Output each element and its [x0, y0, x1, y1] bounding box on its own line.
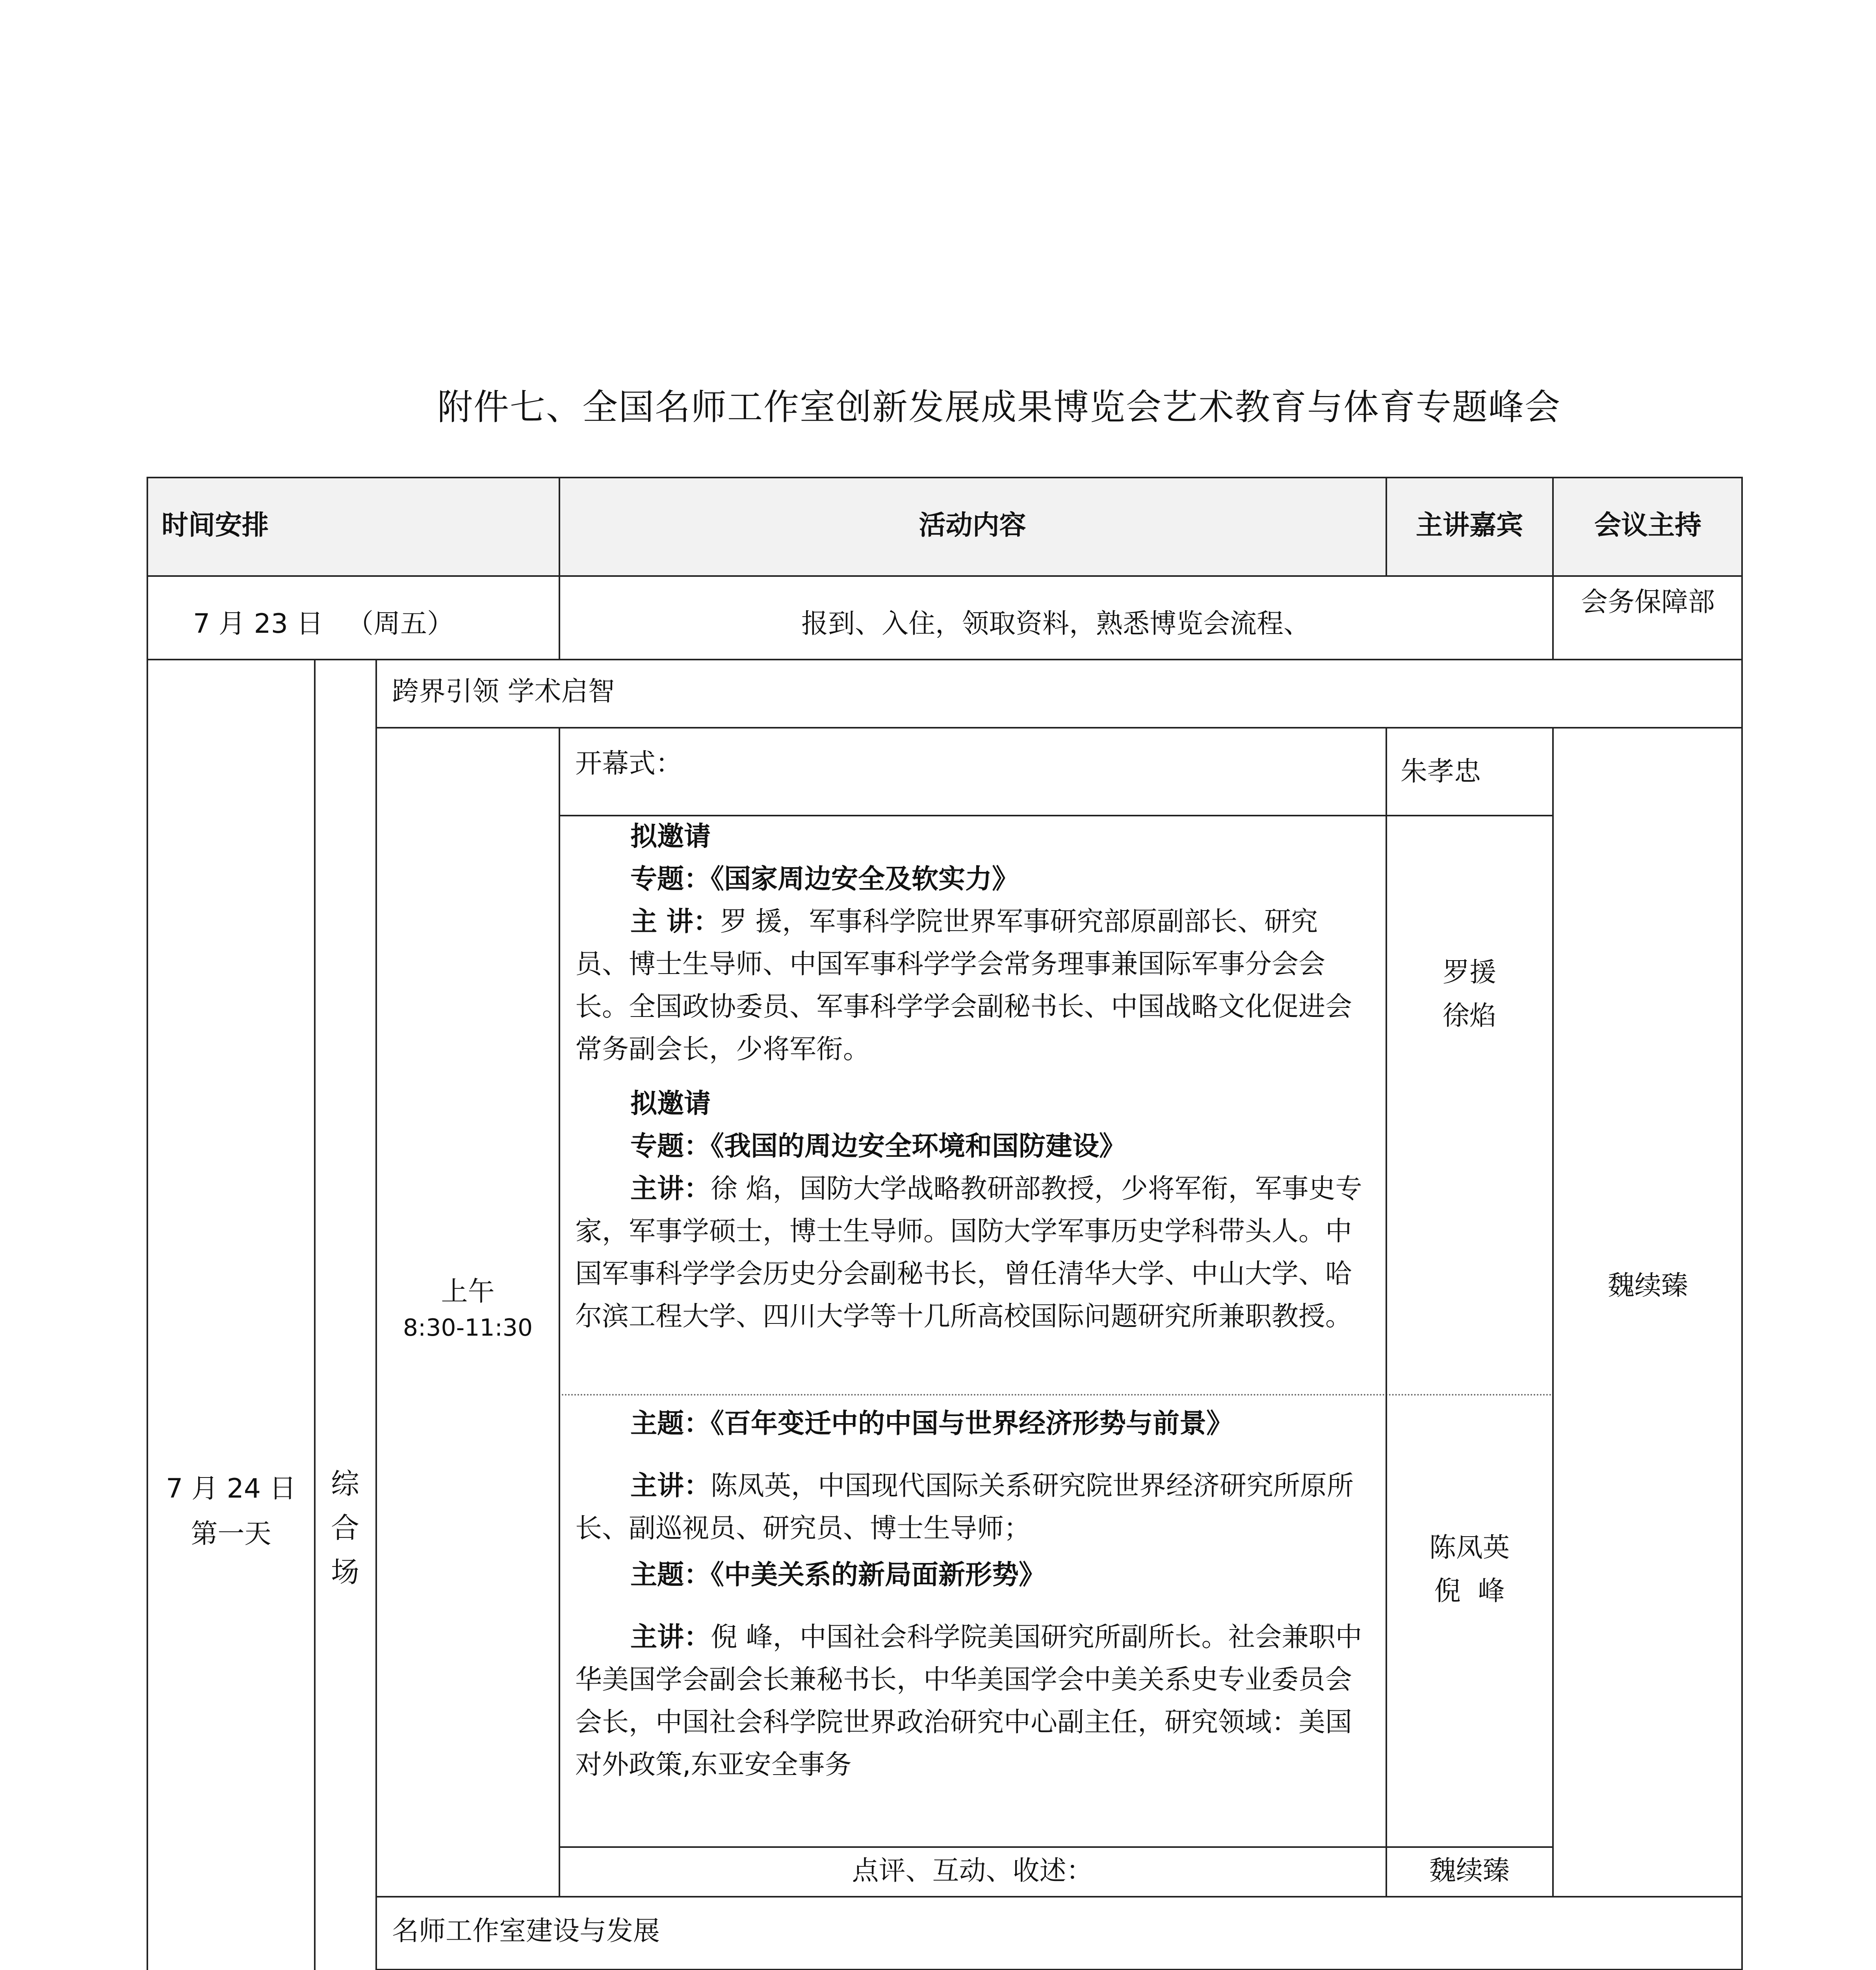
day1-host: 会务保障部 [1581, 587, 1715, 618]
talk-b-topic-1: 主题：《百年变迁中的中国与世界经济形势与前景》 [630, 1408, 1233, 1439]
header-activity: 活动内容 [919, 510, 1026, 541]
talk-b-block [575, 1403, 1371, 1786]
section1-period: 上午 [441, 1276, 495, 1307]
talk-a-lecturer-1: 主 讲：罗 援，军事科学院世界军事研究部原副部长、研究员、博士生导师、中国军事科学学会常务理事兼国际军事分会会长。全国政协委员、军事科学学会副秘书长、中国战略文化促进会常务副会长，少将军衔。 [575, 906, 1352, 1065]
day1-date: 7 月 23 日 [193, 608, 323, 639]
talk-b-lecturer-1: 主讲：陈凤英，中国现代国际关系研究院世界经济研究所原所长、副巡视员、研究员、博士生导师； [575, 1470, 1354, 1544]
header-time: 时间安排 [162, 510, 269, 541]
talk-a-invite-1: 拟邀请 [630, 821, 711, 852]
closing-speaker: 魏续臻 [1429, 1855, 1510, 1886]
day2-label: 第一天 [191, 1518, 271, 1550]
period1-column-line [559, 727, 560, 1896]
day2-date: 7 月 24 日 [166, 1473, 296, 1504]
header-divider-3 [1552, 477, 1554, 659]
talk-b-speaker-1: 陈凤英 [1429, 1532, 1510, 1563]
section1-bottom-line [375, 1896, 1742, 1898]
talk-a-topic-1: 专题：《国家周边安全及软实力》 [630, 864, 1019, 895]
header-speaker: 主讲嘉宾 [1415, 510, 1523, 541]
host1-column-line [1552, 727, 1554, 1896]
talk-a-invite-2: 拟邀请 [630, 1088, 711, 1119]
talk-a-block [575, 816, 1371, 1338]
talk-b-bottom-line [559, 1846, 1552, 1848]
day1-bottom-line [147, 659, 1742, 660]
document-title: 附件七、全国名师工作室创新发展成果博览会艺术教育与体育专题峰会 [437, 387, 1561, 428]
opening-speaker: 朱孝忠 [1400, 756, 1481, 787]
date-column-line [314, 659, 316, 1970]
talk-b-lecturer-2: 主讲：倪 峰，中国社会科学院美国研究所副所长。社会兼职中华美国学会副会长兼秘书长，中华美国学会中美关系史专业委员会会长，中国社会科学院世界政治研究中心副主任，研究领域：美国对外政策,东亚安全事务 [575, 1622, 1362, 1780]
header-host: 会议主持 [1594, 510, 1701, 541]
header-bottom-line [147, 575, 1742, 577]
talk-a-bottom-line [559, 1394, 1552, 1396]
venue-column-line [375, 659, 377, 1970]
section1-time: 8:30-11:30 [403, 1314, 533, 1342]
table-border-left [147, 477, 148, 1970]
table-border-top [147, 477, 1742, 478]
talk-a-topic-2: 专题：《我国的周边安全环境和国防建设》 [630, 1131, 1126, 1162]
section1-title: 跨界引领 学术启智 [392, 676, 615, 707]
day1-weekday: （周五） [347, 608, 454, 639]
speaker1-column-line [1386, 727, 1387, 1896]
section1-title-bottom-line [375, 727, 1742, 729]
day1-activity: 报到、入住，领取资料，熟悉博览会流程、 [801, 608, 1310, 639]
section1-host: 魏续臻 [1607, 1270, 1688, 1301]
venue-label: 综 合 场 [331, 1467, 359, 1589]
opening-text: 开幕式： [575, 748, 683, 779]
section2-title: 名师工作室建设与发展 [392, 1916, 660, 1947]
talk-a-speaker-2: 徐焰 [1442, 1000, 1496, 1031]
talk-a-lecturer-2: 主讲：徐 焰，国防大学战略教研部教授，少将军衔，军事史专家，军事学硕士，博士生导师。国防大学军事历史学科带头人。中国军事科学学会历史分会副秘书长，曾任清华大学、中山大学、哈尔滨工程大学、四川大学等十几所高校国际问题研究所兼职教授。 [575, 1173, 1362, 1332]
table-border-right [1741, 477, 1743, 1970]
talk-b-topic-2: 主题：《中美关系的新局面新形势》 [630, 1559, 1046, 1591]
closing-text: 点评、互动、收述： [852, 1855, 1093, 1886]
talk-a-speaker-1: 罗援 [1442, 957, 1496, 988]
talk-b-speaker-2: 倪 峰 [1434, 1576, 1505, 1607]
